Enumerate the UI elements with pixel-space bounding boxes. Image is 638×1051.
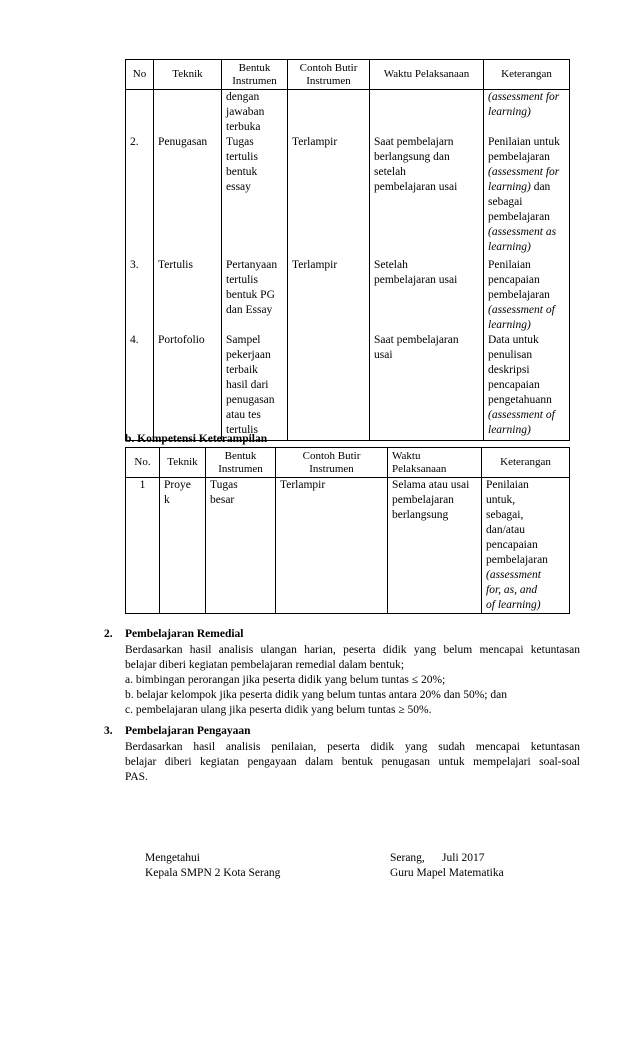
section-number: 2. <box>104 628 113 640</box>
header-bentuk: Bentuk Instrumen <box>206 448 276 478</box>
list-item: a. bimbingan perorangan jika peserta didik yang belum tuntas ≤ 20%; <box>125 674 446 686</box>
cell-contoh: Terlampir <box>288 135 370 258</box>
section-title-pengayaan: Pembelajaran Pengayaan <box>125 725 251 737</box>
list-item: c. pembelajaran ulang jika peserta didik yang belum tuntas ≥ 50%. <box>125 704 432 716</box>
cell-no: 3. <box>126 258 154 333</box>
remedial-paragraph: Berdasarkan hasil analisis ulangan harian, peserta didik yang belum mencapai ketuntasan belajar diberi kegiatan pembelajaran remedial dalam bentuk; a. bimbingan perorangan jika peserta didik yang belum tuntas ≤ 20%; b. belajar kelompok jika peserta didik yang belum tuntas antara 20% dan 50%; dan c. pembelajaran ulang jika peserta didik yang belum tuntas ≥ 50%. <box>125 644 580 716</box>
header-teknik: Teknik <box>154 60 222 90</box>
section-number: 3. <box>104 725 113 737</box>
pengayaan-paragraph: Berdasarkan hasil analisis penilaian, peserta didik yang sudah mencapai ketuntasan belajar diberi kegiatan pengayaan dalam bentuk penugasan untuk mempelajari soal-soal PAS. <box>125 741 580 783</box>
assessment-table-skills <box>125 447 570 614</box>
header-waktu: Waktu Pelaksanaan <box>388 448 482 478</box>
cell-bentuk: Sampel pekerjaan terbaik hasil dari penugasan atau tes tertulis <box>222 333 288 440</box>
header-no: No. <box>126 448 160 478</box>
table-row <box>126 90 570 136</box>
header-keterangan: Keterangan <box>482 448 570 478</box>
header-bentuk: Bentuk Instrumen <box>222 60 288 90</box>
list-item: b. belajar kelompok jika peserta didik yang belum tuntas antara 20% dan 50%; dan <box>125 689 507 701</box>
cell-keterangan: Penilaian pencapaian pembelajaran (assessment of learning) <box>484 258 570 333</box>
cell-teknik: Proye k <box>160 478 206 614</box>
cell-waktu: Saat pembelajarn berlangsung dan setelah pembelajaran usai <box>370 135 484 258</box>
table-row <box>126 258 570 333</box>
cell-contoh: Terlampir <box>276 478 388 614</box>
cell-no: 2. <box>126 135 154 258</box>
table-row <box>126 135 570 258</box>
header-teknik: Teknik <box>160 448 206 478</box>
table-row <box>126 478 570 614</box>
cell-teknik: Penugasan <box>154 135 222 258</box>
header-no: No <box>126 60 154 90</box>
cell-bentuk: Tugas tertulis bentuk essay <box>222 135 288 258</box>
cell-keterangan: (assessment for learning) <box>484 90 570 136</box>
cell-bentuk: Tugas besar <box>206 478 276 614</box>
table-row <box>126 333 570 440</box>
cell-no: 4. <box>126 333 154 440</box>
cell-contoh: Terlampir <box>288 258 370 333</box>
cell-waktu: Setelah pembelajaran usai <box>370 258 484 333</box>
cell-teknik: Tertulis <box>154 258 222 333</box>
signature-left: Mengetahui Kepala SMPN 2 Kota Serang <box>145 852 281 879</box>
cell-no: 1 <box>126 478 160 614</box>
signature-right: Serang, Juli 2017 Guru Mapel Matematika <box>390 852 504 879</box>
cell-waktu: Saat pembelajaran usai <box>370 333 484 440</box>
cell-bentuk: dengan jawaban terbuka <box>222 90 288 136</box>
assessment-table-knowledge <box>125 59 570 441</box>
section-title-keterampilan: b. Kompetensi Keterampilan <box>125 433 268 445</box>
cell-bentuk: Pertanyaan tertulis bentuk PG dan Essay <box>222 258 288 333</box>
cell-keterangan: Data untuk penulisan deskripsi pencapaian pengetahuann (assessment of learning) <box>484 333 570 440</box>
cell-keterangan: Penilaian untuk, sebagai, dan/atau pencapaian pembelajaran (assessment for, as, and of learning) <box>482 478 570 614</box>
header-waktu: Waktu Pelaksanaan <box>370 60 484 90</box>
header-keterangan: Keterangan <box>484 60 570 90</box>
cell-waktu: Selama atau usai pembelajaran berlangsung <box>388 478 482 614</box>
cell-teknik: Portofolio <box>154 333 222 440</box>
header-contoh: Contoh Butir Instrumen <box>276 448 388 478</box>
header-contoh: Contoh Butir Instrumen <box>288 60 370 90</box>
section-title-remedial: Pembelajaran Remedial <box>125 628 244 640</box>
cell-keterangan: Penilaian untuk pembelajaran (assessment for learning) dan sebagai pembelajaran (assessment as learning) <box>484 135 570 258</box>
cell-contoh <box>288 333 370 440</box>
